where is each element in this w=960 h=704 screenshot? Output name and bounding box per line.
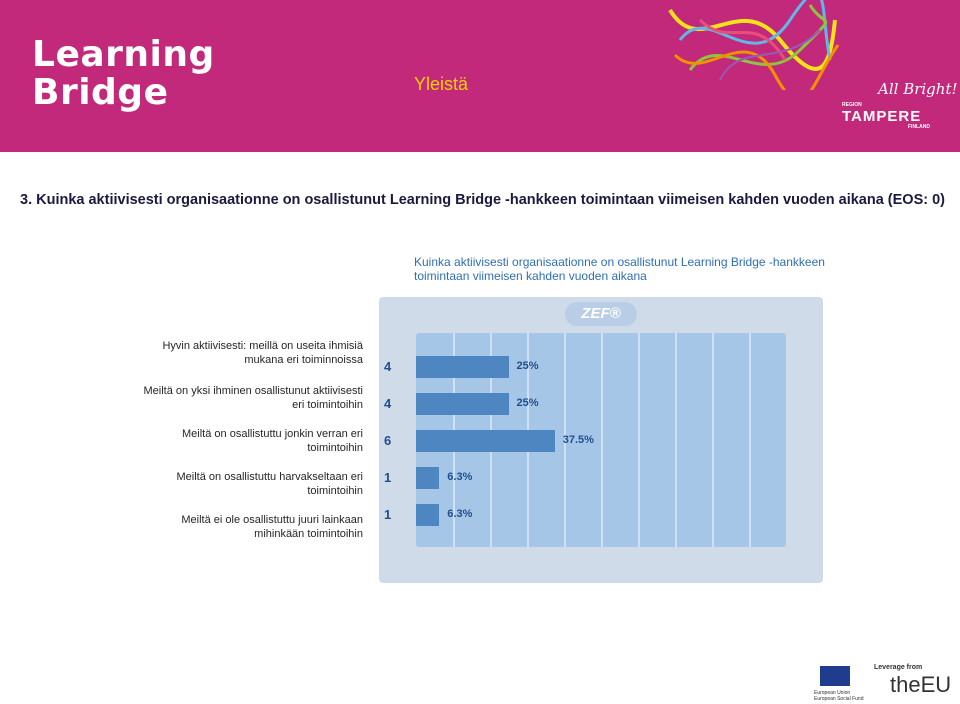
- chart-title: Kuinka aktiivisesti organisaationne on osallistunut Learning Bridge -hankkeen toimintaan viimeisen kahden vuoden aikana: [414, 255, 825, 283]
- eu-label: European Union: [814, 690, 851, 696]
- category-label: Hyvin aktiivisesti: meillä on useita ihmisiä mukana eri toiminnoissa: [162, 340, 363, 366]
- count-label: 1: [384, 470, 392, 485]
- leverage-label: Leverage from: [874, 664, 923, 671]
- slogan: All Bright!: [878, 80, 958, 98]
- question-heading: 3. Kuinka aktiivisesti organisaationne on osallistunut Learning Bridge -hankkeen toimintaan viimeisen kahden vuoden aikana (EOS: 0): [20, 192, 945, 208]
- grid-line: [749, 333, 751, 547]
- page-title: Yleistä: [414, 74, 469, 94]
- bar: [416, 356, 509, 378]
- bar: [416, 393, 509, 415]
- colorful-swirl-graphic: [660, 0, 840, 90]
- region-name: TAMPERE: [842, 108, 922, 125]
- zef-badge: ZEF®: [565, 302, 637, 326]
- grid-line: [638, 333, 640, 547]
- country-label: FINLAND: [908, 124, 930, 130]
- logo-line-2: Bridge: [32, 72, 169, 113]
- count-label: 6: [384, 433, 392, 448]
- bar: [416, 430, 555, 452]
- data-label: 6.3%: [447, 508, 473, 520]
- bar: [416, 504, 439, 526]
- count-label: 4: [384, 359, 392, 374]
- grid-line: [712, 333, 714, 547]
- header-banner: [0, 0, 960, 152]
- data-label: 6.3%: [447, 471, 473, 483]
- learning-bridge-logo: [32, 36, 215, 112]
- count-label: 1: [384, 507, 392, 522]
- plot-area: [416, 333, 786, 547]
- region-label: REGION: [842, 102, 862, 108]
- grid-line: [675, 333, 677, 547]
- the-eu-label: theEU: [890, 672, 952, 697]
- data-label: 37.5%: [562, 434, 594, 446]
- category-label: Meiltä ei ole osallistuttu juuri lainkaan mihinkään toimintoihin: [181, 514, 363, 540]
- category-label: Meiltä on osallistuttu harvakseltaan eri toimintoihin: [176, 471, 363, 497]
- eu-flag-icon: [820, 666, 850, 686]
- count-label: 4: [384, 396, 392, 411]
- category-label: Meiltä on osallistuttu jonkin verran eri toimintoihin: [182, 428, 363, 454]
- category-label: Meiltä on yksi ihminen osallistunut aktiivisesti eri toimintoihin: [143, 385, 363, 411]
- grid-line: [601, 333, 603, 547]
- logo-line-1: Learning: [32, 34, 215, 75]
- fund-label: European Social Fund: [814, 696, 864, 702]
- data-label: 25%: [516, 397, 539, 409]
- data-label: 25%: [516, 360, 539, 372]
- bar: [416, 467, 439, 489]
